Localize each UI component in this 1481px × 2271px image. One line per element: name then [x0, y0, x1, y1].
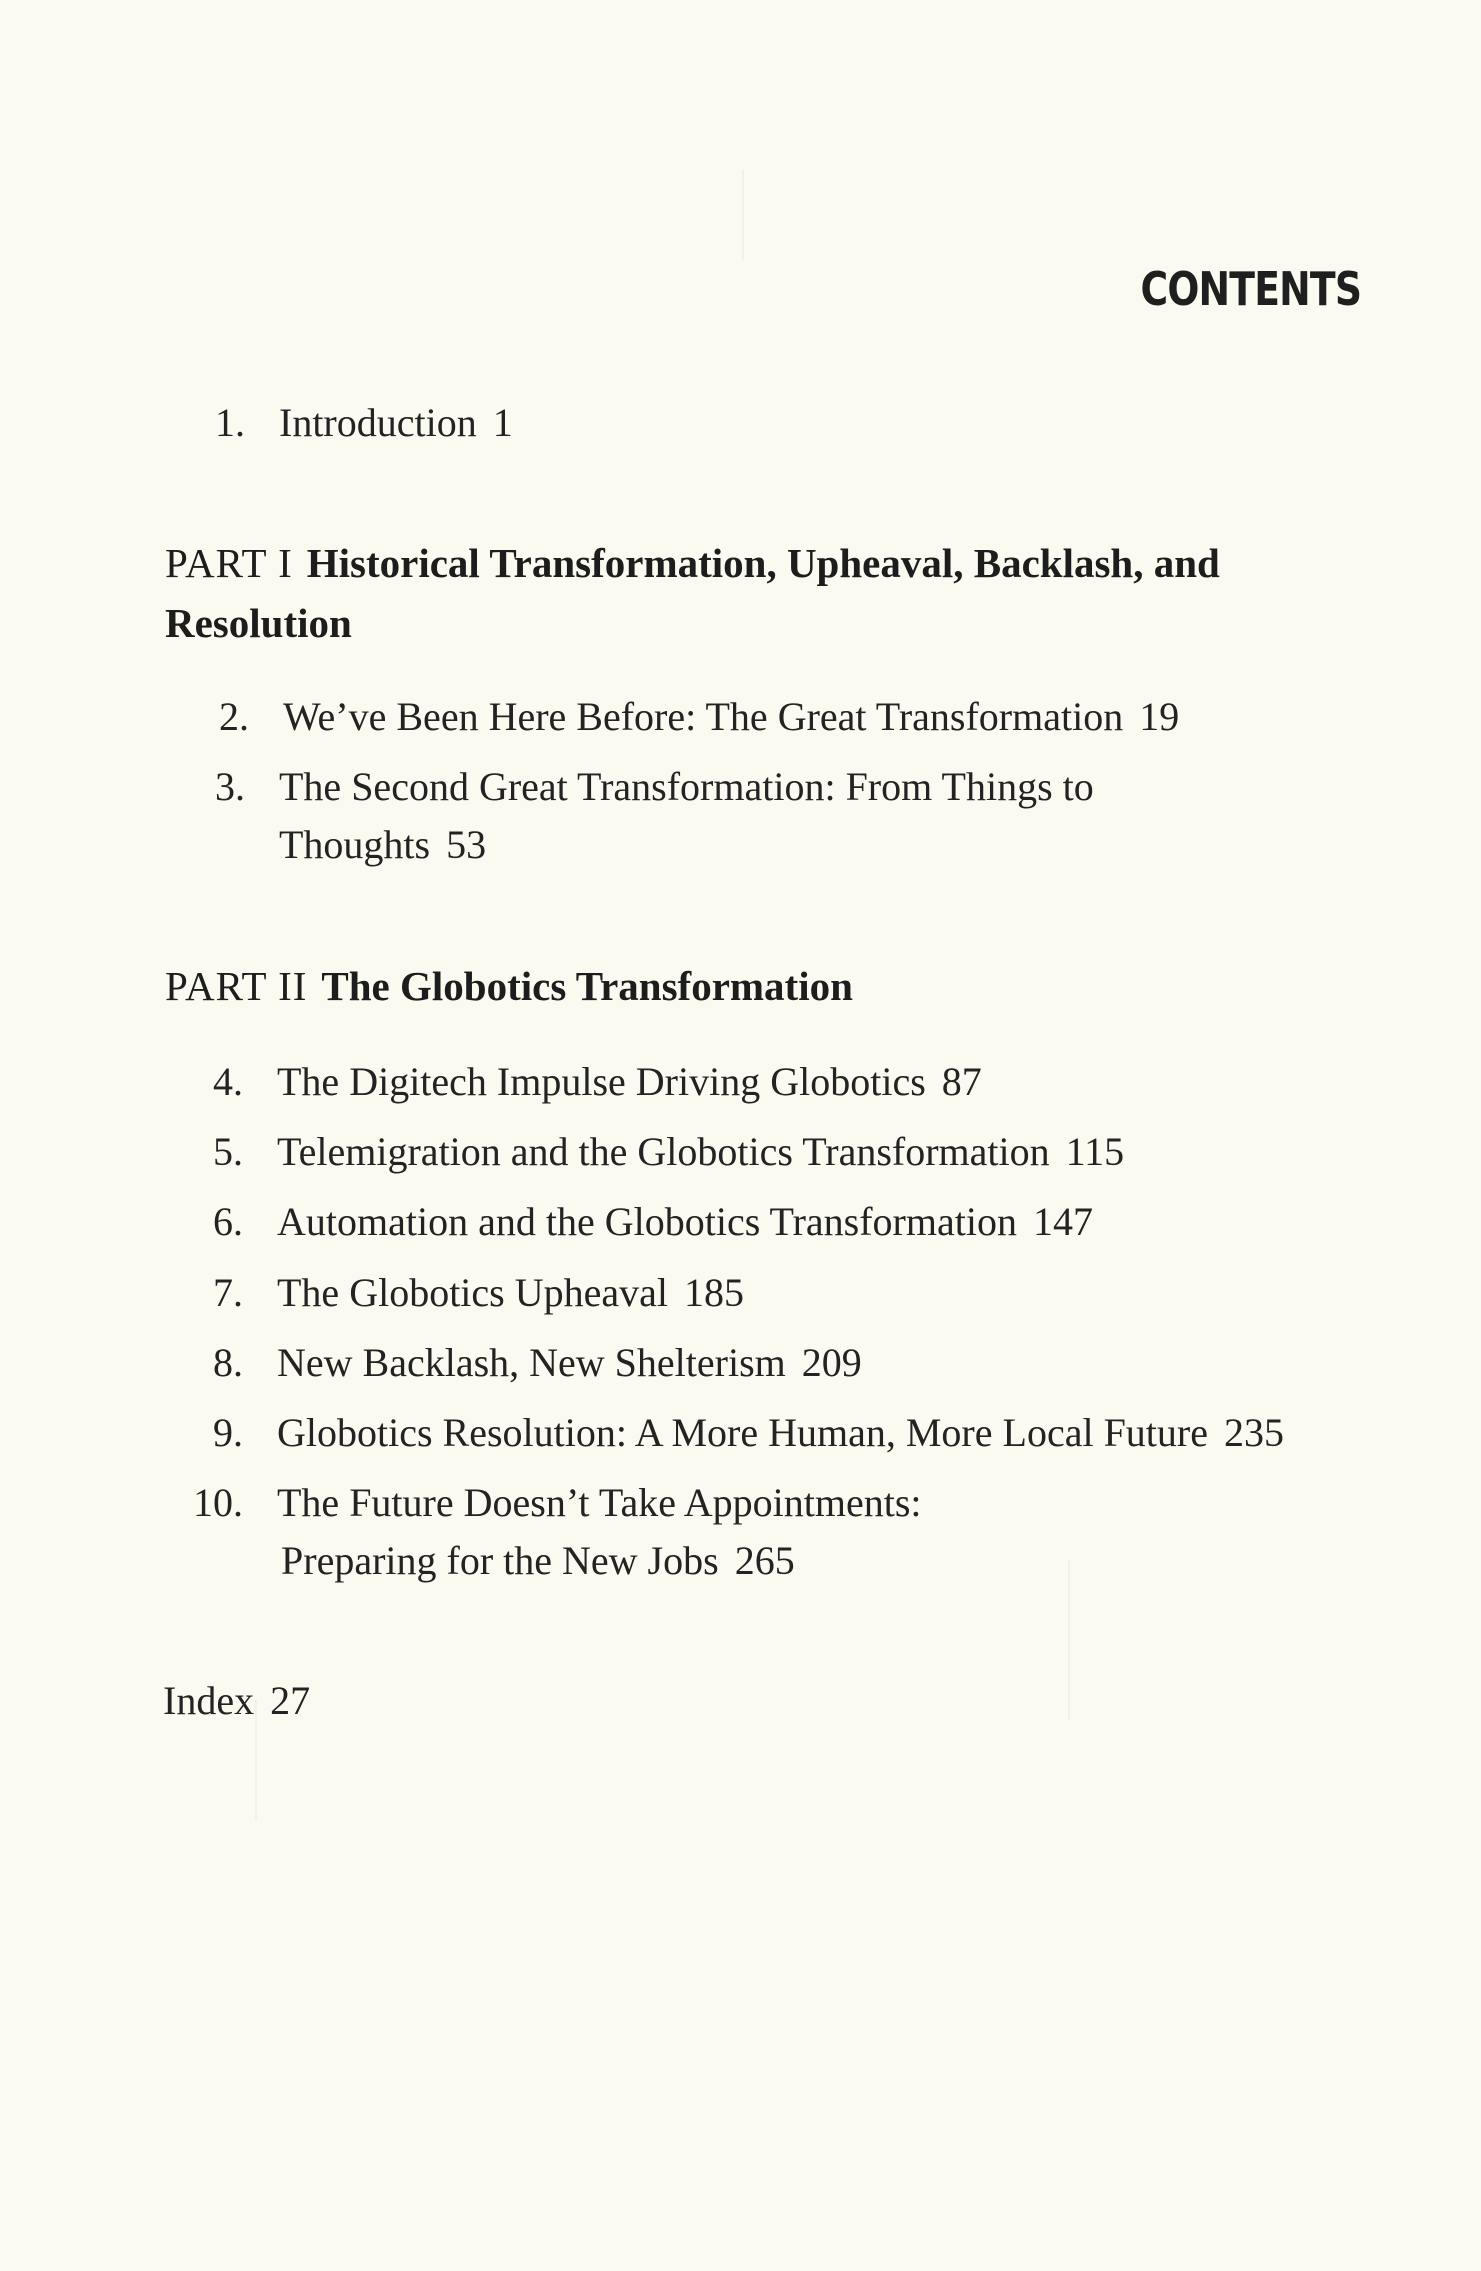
toc-entry[interactable] — [213, 1264, 744, 1322]
chapter-title: We’ve Been Here Before: The Great Transformation — [283, 694, 1124, 739]
part-title: Historical Transformation, Upheaval, Backlash, and — [306, 540, 1220, 586]
chapter-number: 1. — [215, 400, 245, 445]
index-label: Index — [163, 1678, 255, 1723]
chapter-title: Automation and the Globotics Transformation — [277, 1199, 1017, 1244]
page-number: 265 — [734, 1538, 795, 1583]
chapter-title-continued: Thoughts — [279, 822, 431, 867]
scan-artifact — [742, 170, 744, 260]
chapter-title-continued: Preparing for the New Jobs — [281, 1538, 719, 1583]
part-label: PART I — [165, 540, 293, 586]
contents-heading: CONTENTS — [1140, 262, 1361, 316]
scan-artifact — [1068, 1560, 1070, 1720]
page-number: 1 — [492, 400, 513, 445]
page-number: 87 — [941, 1059, 982, 1104]
chapter-title: The Globotics Upheaval — [277, 1270, 668, 1315]
page-number: 53 — [446, 822, 487, 867]
part-heading — [165, 956, 853, 1016]
part-label: PART II — [165, 963, 308, 1009]
toc-entry[interactable] — [215, 758, 1094, 874]
chapter-number: 4. — [213, 1059, 243, 1104]
page-number: 19 — [1139, 694, 1180, 739]
page-number: 27 — [270, 1678, 311, 1723]
chapter-number: 8. — [213, 1340, 243, 1385]
chapter-number: 7. — [213, 1270, 243, 1315]
toc-entry[interactable] — [213, 1193, 1093, 1251]
part-title: The Globotics Transformation — [321, 963, 853, 1009]
page-number: 147 — [1032, 1199, 1093, 1244]
chapter-number: 6. — [213, 1199, 243, 1244]
toc-entry-index[interactable] — [163, 1672, 310, 1730]
chapter-number: 3. — [215, 764, 245, 809]
page-number: 115 — [1065, 1129, 1125, 1174]
part-title-continued: Resolution — [165, 600, 352, 646]
toc-entry[interactable] — [213, 1404, 1284, 1462]
toc-entry[interactable] — [215, 394, 513, 452]
chapter-title: New Backlash, New Shelterism — [277, 1340, 786, 1385]
chapter-title: The Future Doesn’t Take Appointments: — [277, 1480, 922, 1525]
chapter-number: 10. — [193, 1480, 243, 1525]
toc-entry[interactable] — [213, 1334, 862, 1392]
chapter-title: The Digitech Impulse Driving Globotics — [277, 1059, 926, 1104]
chapter-title: Telemigration and the Globotics Transformation — [277, 1129, 1050, 1174]
toc-entry[interactable] — [213, 1053, 982, 1111]
chapter-title: Globotics Resolution: A More Human, More Local Future — [277, 1410, 1208, 1455]
chapter-title: The Second Great Transformation: From Things to — [279, 764, 1094, 809]
part-heading — [165, 533, 1220, 653]
toc-entry[interactable] — [219, 688, 1180, 746]
page-number: 235 — [1224, 1410, 1284, 1455]
toc-entry[interactable] — [213, 1123, 1125, 1181]
toc-entry[interactable] — [193, 1474, 922, 1590]
page-number: 185 — [684, 1270, 744, 1315]
chapter-number: 9. — [213, 1410, 243, 1455]
chapter-number: 2. — [219, 694, 249, 739]
page-number: 209 — [801, 1340, 862, 1385]
chapter-title: Introduction — [279, 400, 477, 445]
chapter-number: 5. — [213, 1129, 243, 1174]
